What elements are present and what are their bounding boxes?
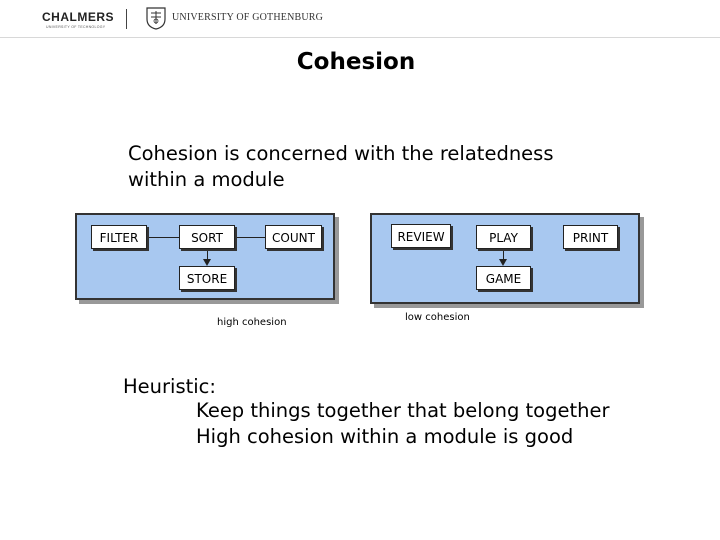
module-box-print: PRINT <box>563 225 618 249</box>
slide-header <box>0 0 720 38</box>
heuristic-label: Heuristic: <box>123 375 216 398</box>
caption-low-cohesion: low cohesion <box>405 312 470 323</box>
gothenburg-seal-icon <box>145 6 167 30</box>
gothenburg-logo-text: UNIVERSITY OF GOTHENBURG <box>172 12 324 23</box>
module-box-play: PLAY <box>476 225 531 249</box>
header-rule <box>0 37 720 38</box>
heuristic-line-1: Keep things together that belong together <box>196 399 610 422</box>
module-box-review: REVIEW <box>391 224 451 248</box>
module-box-filter: FILTER <box>91 225 147 249</box>
module-box-game: GAME <box>476 266 531 290</box>
arrow-play-game <box>499 259 507 266</box>
chalmers-logo: CHALMERS <box>42 10 114 24</box>
slide-title: Cohesion <box>296 49 416 75</box>
module-box-sort: SORT <box>179 225 235 249</box>
connector-sort-count <box>235 237 265 238</box>
caption-high-cohesion: high cohesion <box>217 317 287 328</box>
heuristic-line-2: High cohesion within a module is good <box>196 425 574 448</box>
arrow-sort-store <box>203 259 211 266</box>
module-box-count: COUNT <box>265 225 322 249</box>
chalmers-logo-subtitle: UNIVERSITY OF TECHNOLOGY <box>46 25 106 29</box>
intro-text <box>128 141 648 193</box>
logo-divider <box>126 9 127 29</box>
intro-line-1: Cohesion is concerned with the relatedness <box>128 142 554 165</box>
intro-line-2: within a module <box>128 168 285 191</box>
connector-filter-sort <box>147 237 179 238</box>
module-box-store: STORE <box>179 266 235 290</box>
